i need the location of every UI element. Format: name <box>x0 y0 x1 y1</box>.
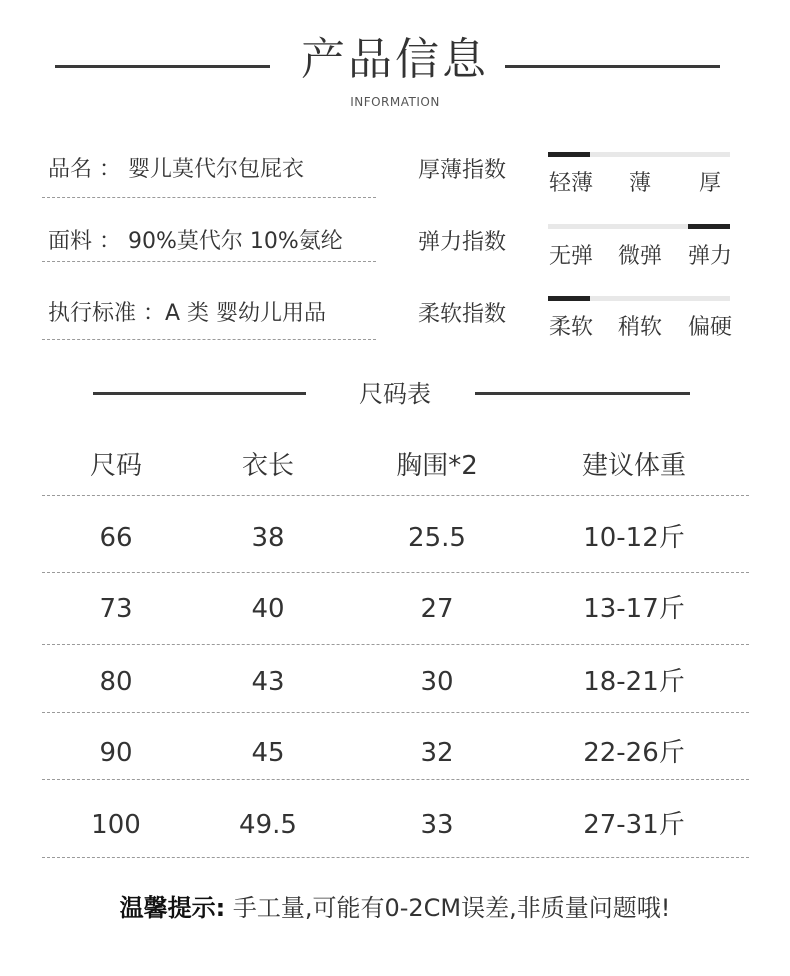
info-fabric: 面料 ： 90%莫代尔 10%氨纶 <box>48 229 343 254</box>
cell-length: 40 <box>251 594 285 624</box>
cell-weight: 18-21斤 <box>583 667 685 697</box>
thickness-index-label: 厚薄指数 <box>418 158 507 183</box>
thickness-option-light: 轻薄 <box>548 171 593 196</box>
page-title: 产品信息 <box>301 34 489 85</box>
header-size: 尺码 <box>89 451 142 481</box>
cell-length: 38 <box>251 523 285 553</box>
softness-index-label: 柔软指数 <box>418 302 507 327</box>
header-chest: 胸围*2 <box>396 451 478 481</box>
cell-size: 100 <box>91 810 141 840</box>
cell-chest: 32 <box>420 738 454 768</box>
table-divider <box>42 857 749 858</box>
thickness-index-track <box>548 152 730 157</box>
elasticity-index-indicator <box>688 224 730 229</box>
cell-length: 43 <box>251 667 285 697</box>
softness-option-stiff: 偏硬 <box>687 315 732 340</box>
tip-text: 手工量,可能有0-2CM误差,非质量问题哦! <box>225 894 671 922</box>
size-table-title: 尺码表 <box>359 380 431 408</box>
header-weight: 建议体重 <box>581 451 686 481</box>
cell-weight: 22-26斤 <box>583 738 685 768</box>
softness-index-track <box>548 296 730 301</box>
page-subtitle: INFORMATION <box>350 95 440 109</box>
elasticity-index-label: 弹力指数 <box>418 230 507 255</box>
elasticity-option-slight: 微弹 <box>617 244 662 269</box>
cell-chest: 25.5 <box>408 523 466 553</box>
cell-chest: 30 <box>420 667 454 697</box>
thickness-option-thick: 厚 <box>698 171 721 196</box>
footer-tip <box>0 888 790 928</box>
cell-size: 80 <box>99 667 133 697</box>
info-divider <box>42 197 376 198</box>
cell-size: 90 <box>99 738 133 768</box>
softness-option-soft: 柔软 <box>548 315 593 340</box>
thickness-index-indicator <box>548 152 590 157</box>
cell-length: 45 <box>251 738 285 768</box>
elasticity-option-elastic: 弹力 <box>687 244 732 269</box>
table-divider <box>42 495 749 496</box>
info-divider <box>42 339 376 340</box>
info-name: 品名 ： 婴儿莫代尔包屁衣 <box>48 157 304 182</box>
cell-size: 73 <box>99 594 133 624</box>
table-divider <box>42 644 749 645</box>
header-length: 衣长 <box>241 451 294 481</box>
cell-weight: 27-31斤 <box>583 810 685 840</box>
cell-size: 66 <box>99 523 133 553</box>
table-divider <box>42 779 749 780</box>
tip-label: 温馨提示: <box>119 894 226 922</box>
elasticity-index-track <box>548 224 730 229</box>
info-divider <box>42 261 376 262</box>
table-divider <box>42 712 749 713</box>
cell-chest: 33 <box>420 810 454 840</box>
softness-option-slightly-soft: 稍软 <box>617 315 662 340</box>
cell-weight: 10-12斤 <box>583 523 685 553</box>
thickness-option-thin: 薄 <box>628 171 651 196</box>
cell-length: 49.5 <box>239 810 297 840</box>
elasticity-option-none: 无弹 <box>548 244 593 269</box>
cell-chest: 27 <box>420 594 454 624</box>
softness-index-indicator <box>548 296 590 301</box>
cell-weight: 13-17斤 <box>583 594 685 624</box>
info-standard: 执行标准 ：A 类 婴幼儿用品 <box>48 301 327 326</box>
table-divider <box>42 572 749 573</box>
